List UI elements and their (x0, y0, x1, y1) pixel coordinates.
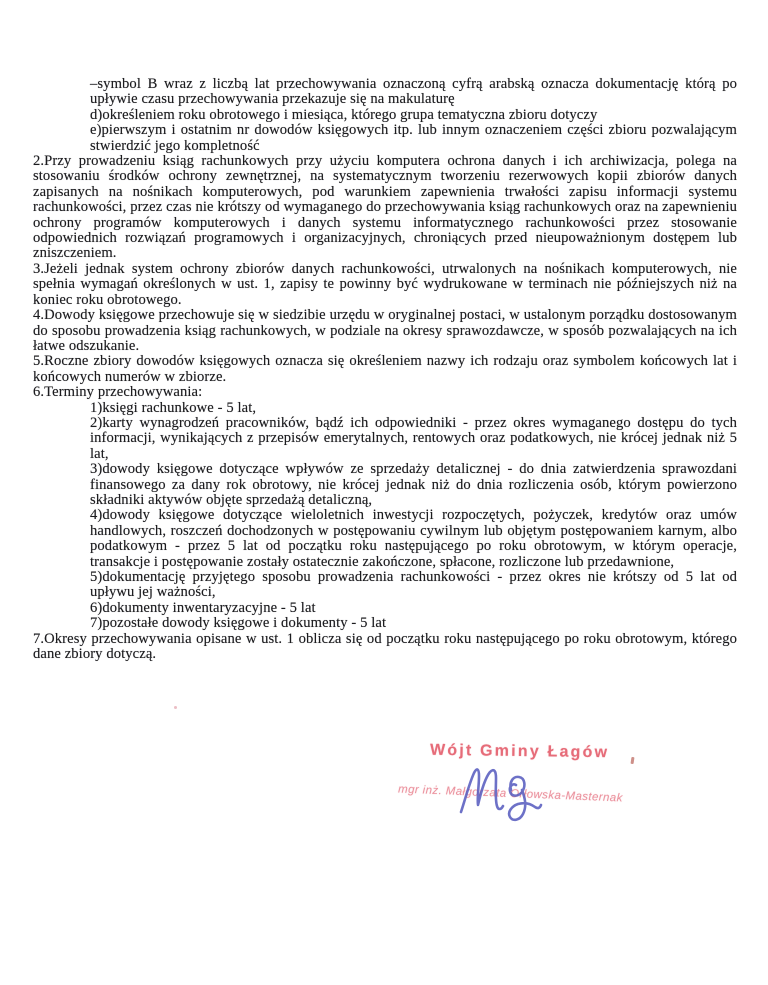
paragraph-5: 5.Roczne zbiory dowodów księgowych oznacza się określeniem nazwy ich rodzaju oraz symbolem końcowych lat i końcowych numerów w zbiorze. (33, 353, 737, 385)
signature-stamp (390, 738, 670, 838)
retention-item-6: 6)dokumenty inwentaryzacyjne - 5 lat (90, 599, 316, 616)
paragraph-4: 4.Dowody księgowe przechowuje się w siedzibie urzędu w oryginalnej postaci, w ustalonym porządku dostosowanym do sposobu prowadzenia ksiąg rachunkowych, w podziale na okresy sprawozdawcze, w sposób pozwalających na ich łatwe odszukanie. (33, 307, 737, 354)
stamp-name: mgr inż. Małgorzata Orłowska-Masternak (397, 783, 623, 805)
paragraph-2: 2.Przy prowadzeniu ksiąg rachunkowych przy użyciu komputera ochrona danych i ich archiwizacja, polega na stosowaniu środków ochrony zewnętrznej, na systematycznym tworzeniu rezerwowych kopii zbiorów danych zapisanych na nośnikach komputerowych, pod warunkiem zapewnienia trwałości zapisu informacji systemu rachunkowości, przez czas nie krótszy od wymaganego do przechowywania ksiąg rachunkowych oraz na zapewnieniu ochrony programów komputerowych i danych systemu informatycznego rachunkowości przez stosowanie odpowiednich rozwiązań programowych i organizacyjnych, chroniących przed nieupoważnionym dostępem lub zniszczeniem. (33, 153, 737, 262)
scan-artifact (174, 706, 177, 709)
paragraph-7: 7.Okresy przechowywania opisane w ust. 1 oblicza się od początku roku następującego po roku obrotowym, którego dane zbiory dotyczą. (33, 630, 737, 663)
retention-item-7: 7)pozostałe dowody księgowe i dokumenty - 5 lat (90, 615, 387, 632)
paragraph-6-heading: 6.Terminy przechowywania: (33, 384, 203, 401)
paragraph-3: 3.Jeżeli jednak system ochrony zbiorów danych rachunkowości, utrwalonych na nośnikach komputerowych, nie spełnia wymagań określonych w ust. 1, zapisy te powinny być wydrukowane w terminach nie późniejszych niż na koniec roku obrotowego. (33, 260, 737, 308)
retention-list (33, 401, 737, 632)
sub-item-symbol-b: –symbol B wraz z liczbą lat przechowywania oznaczoną cyfrą arabską oznacza dokumentację którą po upływie czasu przechowywania przekazuje się na makulaturę (90, 76, 737, 108)
retention-item-1: 1)księgi rachunkowe - 5 lat, (90, 399, 257, 416)
stamp-title: Wójt Gminy Łagów (429, 741, 610, 762)
retention-item-3: 3)dowody księgowe dotyczące wpływów ze sprzedaży detalicznej - do dnia zatwierdzenia sprawozdani finansowego za dany rok obrotowy, nie krócej jednak niż do dnia rozliczenia osób, którym powierzono składniki aktywów objęte sprzedażą detaliczną, (90, 461, 737, 508)
sub-item-e: e)pierwszym i ostatnim nr dowodów księgowych itp. lub innym oznaczeniem części zbioru pozwalającym stwierdzić jego kompletność (90, 122, 737, 154)
retention-item-2: 2)karty wynagrodzeń pracowników, bądź ich odpowiedniki - przez okres wymaganego dostępu do tych informacji, wynikających z przepisów emerytalnych, rentowych oraz podatkowych, nie krócej jednak niż 5 lat, (90, 414, 737, 462)
retention-item-5: 5)dokumentację przyjętego sposobu prowadzenia rachunkowości - przez okres nie krótszy od 5 lat od upływu jej ważności, (90, 569, 737, 601)
handwritten-signature-icon (455, 760, 555, 826)
document-text (33, 77, 737, 662)
signature-stroke (461, 769, 541, 819)
retention-item-4: 4)dowody księgowe dotyczące wieloletnich inwestycji rozpoczętych, pożyczek, kredytów oraz umów handlowych, roszczeń dochodzonych w postępowaniu cywilnym lub objętym postępowaniem karnym, albo podatkowym - przez 5 lat od początku roku następującego po roku obrotowym, w którym operacje, transakcje i postępowanie zostały ostatecznie zakończone, spłacone, rozliczone lub przedawnione, (90, 507, 737, 570)
sub-item-list (33, 77, 737, 154)
sub-item-d: d)określeniem roku obrotowego i miesiąca, którego grupa tematyczna zbioru dotyczy (90, 106, 598, 123)
